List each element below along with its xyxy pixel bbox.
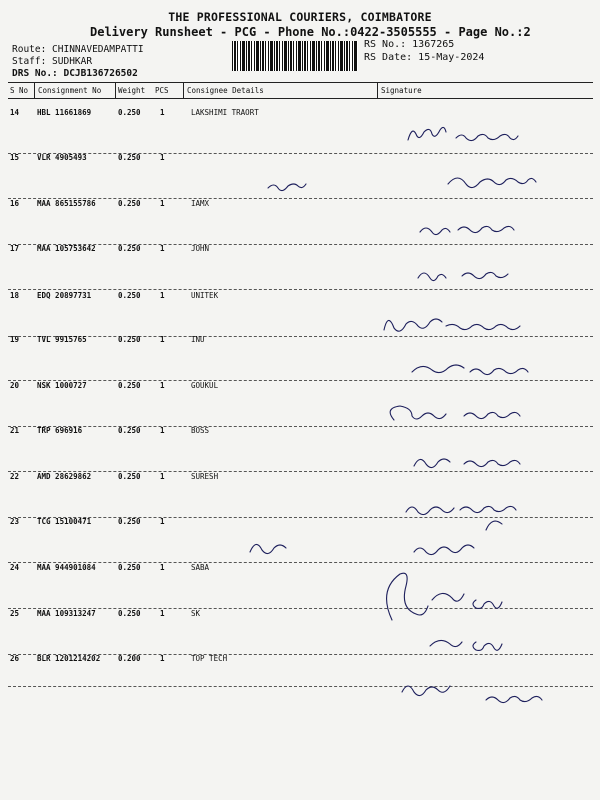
row-weight: 0.250 bbox=[118, 199, 141, 208]
row-consignee: SK bbox=[191, 609, 201, 618]
row-consignee: JOHN bbox=[191, 244, 210, 253]
row-consignee: LAKSHIMI TRAORT bbox=[191, 108, 259, 117]
row-weight: 0.250 bbox=[118, 426, 141, 435]
header-consignee: Consignee Details bbox=[187, 86, 264, 95]
drs-number: DRS No.: DCJB136726502 bbox=[12, 68, 138, 79]
row-pcs: 1 bbox=[160, 244, 165, 253]
row-pcs: 1 bbox=[160, 291, 165, 300]
row-weight: 0.250 bbox=[118, 472, 141, 481]
row-weight: 0.250 bbox=[118, 291, 141, 300]
row-sno: 23 bbox=[10, 517, 20, 526]
row-weight: 0.250 bbox=[118, 563, 141, 572]
row-consignee: IAMX bbox=[191, 199, 210, 208]
row-pcs: 1 bbox=[160, 654, 165, 663]
row-consignment: MAA 109313247 bbox=[37, 609, 96, 618]
row-pcs: 1 bbox=[160, 108, 165, 117]
row-consignment: VLR 4905493 bbox=[37, 153, 87, 162]
rs-date: RS Date: 15-May-2024 bbox=[364, 52, 485, 63]
row-sno: 26 bbox=[10, 654, 20, 663]
row-weight: 0.200 bbox=[118, 654, 141, 663]
row-sno: 19 bbox=[10, 335, 20, 344]
row-pcs: 1 bbox=[160, 609, 165, 618]
row-pcs: 1 bbox=[160, 153, 165, 162]
row-pcs: 1 bbox=[160, 517, 165, 526]
company-title: THE PROFESSIONAL COURIERS, COIMBATORE bbox=[168, 10, 432, 24]
row-weight: 0.250 bbox=[118, 244, 141, 253]
row-consignee: GOUKUL bbox=[191, 381, 219, 390]
row-sno: 18 bbox=[10, 291, 20, 300]
row-sno: 22 bbox=[10, 472, 20, 481]
row-consignment: BLR 1201214202 bbox=[37, 654, 101, 663]
row-sno: 15 bbox=[10, 153, 20, 162]
row-pcs: 1 bbox=[160, 563, 165, 572]
row-consignment: TRP 696916 bbox=[37, 426, 83, 435]
header-signature: Signature bbox=[381, 86, 422, 95]
header-weight: Weight bbox=[118, 86, 146, 95]
row-pcs: 1 bbox=[160, 426, 165, 435]
row-weight: 0.250 bbox=[118, 517, 141, 526]
row-consignee: INU bbox=[191, 335, 205, 344]
row-sno: 25 bbox=[10, 609, 20, 618]
row-pcs: 1 bbox=[160, 381, 165, 390]
row-consignee: TOP TECH bbox=[191, 654, 228, 663]
row-consignment: MAA 865155786 bbox=[37, 199, 96, 208]
row-weight: 0.250 bbox=[118, 381, 141, 390]
row-consignment: HBL 11661869 bbox=[37, 108, 92, 117]
rs-number: RS No.: 1367265 bbox=[364, 39, 455, 50]
route-label: Route: CHINNAVEDAMPATTI bbox=[12, 44, 144, 55]
row-consignee: UNITEK bbox=[191, 291, 219, 300]
header-consignment: Consignment No bbox=[38, 86, 102, 95]
row-sno: 16 bbox=[10, 199, 20, 208]
staff-label: Staff: SUDHKAR bbox=[12, 56, 93, 67]
header-sno: S No bbox=[10, 86, 29, 95]
row-pcs: 1 bbox=[160, 199, 165, 208]
row-consignee: SABA bbox=[191, 563, 210, 572]
runsheet-subtitle: Delivery Runsheet - PCG - Phone No.:0422-3505555 - Page No.:2 bbox=[90, 25, 531, 39]
row-sno: 17 bbox=[10, 244, 20, 253]
row-weight: 0.250 bbox=[118, 335, 141, 344]
row-sno: 20 bbox=[10, 381, 20, 390]
header-pcs: PCS bbox=[155, 86, 169, 95]
row-consignment: TVL 9915765 bbox=[37, 335, 87, 344]
row-consignment: AMD 28629862 bbox=[37, 472, 92, 481]
row-pcs: 1 bbox=[160, 472, 165, 481]
row-weight: 0.250 bbox=[118, 609, 141, 618]
row-sno: 24 bbox=[10, 563, 20, 572]
row-consignee: SURESH bbox=[191, 472, 219, 481]
row-consignee: BOSS bbox=[191, 426, 210, 435]
row-weight: 0.250 bbox=[118, 153, 141, 162]
row-consignment: MAA 944901084 bbox=[37, 563, 96, 572]
row-sno: 14 bbox=[10, 108, 20, 117]
row-consignment: EDQ 20897731 bbox=[37, 291, 92, 300]
row-sno: 21 bbox=[10, 426, 20, 435]
row-consignment: NSK 1000727 bbox=[37, 381, 87, 390]
row-pcs: 1 bbox=[160, 335, 165, 344]
row-consignment: TCG 15100471 bbox=[37, 517, 92, 526]
row-weight: 0.250 bbox=[118, 108, 141, 117]
row-consignment: MAA 105753642 bbox=[37, 244, 96, 253]
